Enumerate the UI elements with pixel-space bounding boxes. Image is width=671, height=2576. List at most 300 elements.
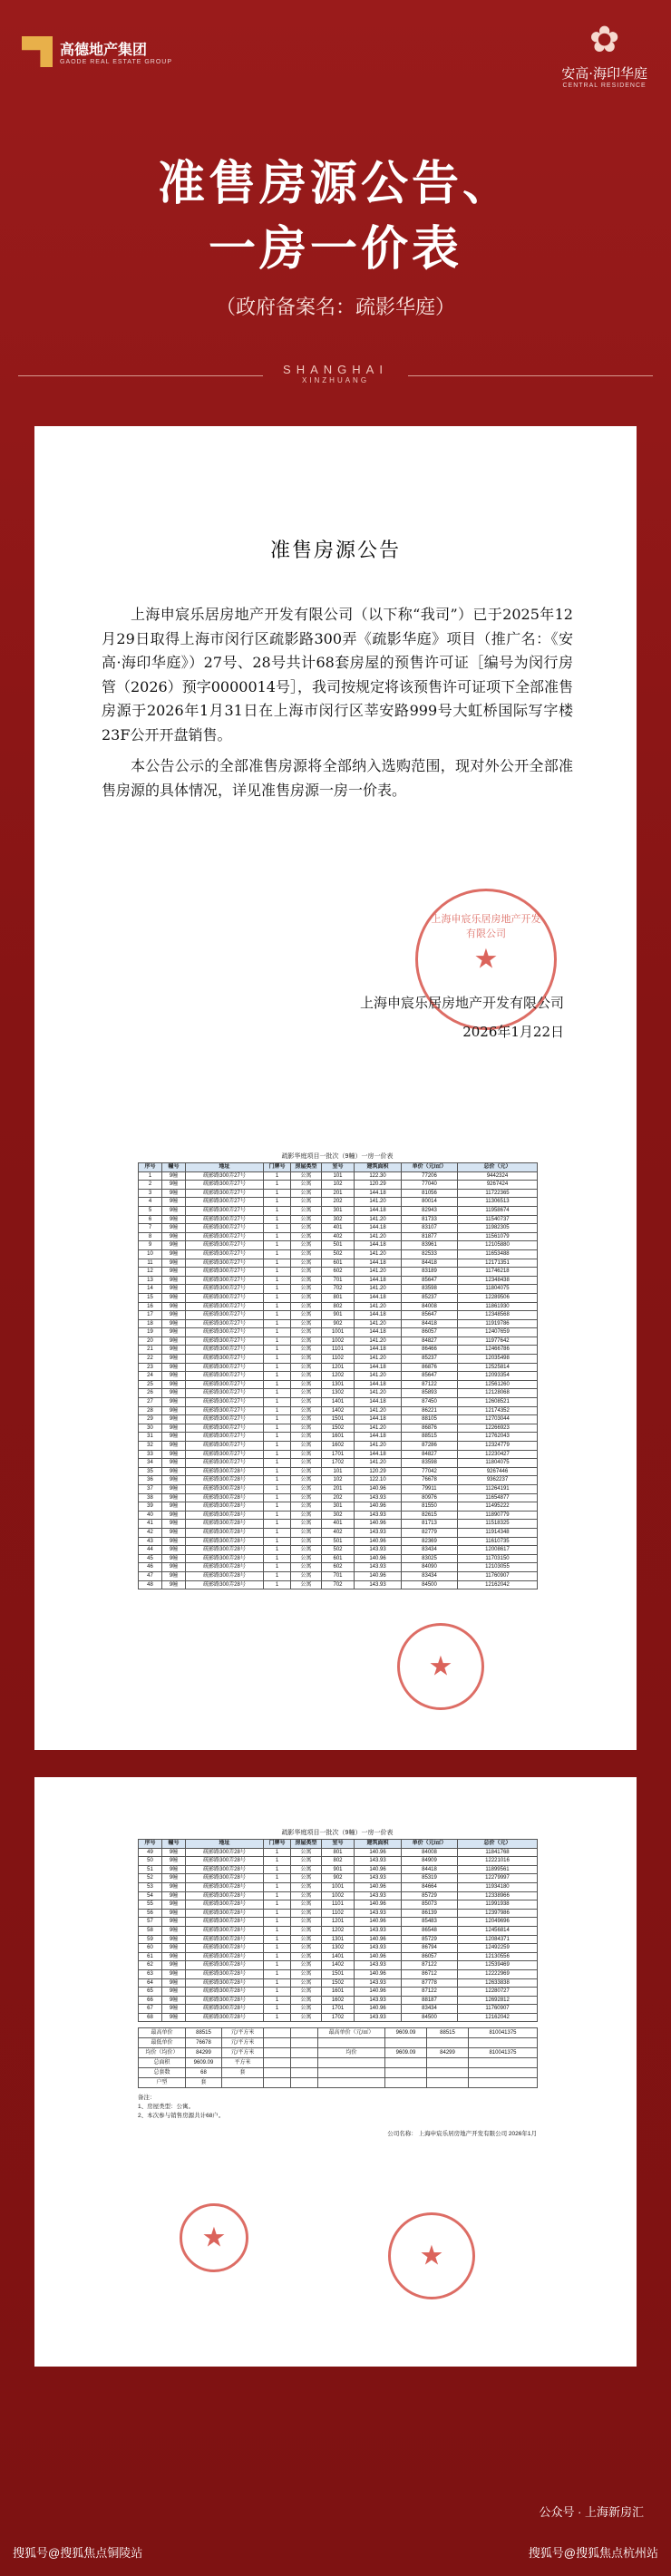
table-cell: 公寓 [291,1189,322,1198]
table-cell: 18 [139,1319,162,1328]
table1-seal [397,1623,484,1710]
table-cell: 公寓 [291,1241,322,1250]
table-cell: 12084371 [458,1935,538,1944]
table-cell: 11518325 [458,1520,538,1529]
table-cell: 1 [264,1215,291,1224]
table-cell: 301 [322,1502,355,1512]
table-cell: 1701 [322,2005,355,2014]
table-cell: 9幢 [162,1337,186,1346]
table-cell: 疏影路300弄27号 [186,1285,264,1294]
table-cell: 公寓 [291,1171,322,1181]
table-cell [385,2078,427,2088]
table-cell: 141.20 [355,1319,402,1328]
table-cell: 公寓 [291,1467,322,1476]
table-cell: 公寓 [291,1961,322,1970]
table-cell: 1 [264,1528,291,1537]
table-cell: 83434 [402,1546,458,1555]
table-cell [264,2028,291,2038]
table-cell: 602 [322,1563,355,1572]
table-cell: 1 [264,1848,291,1857]
table-cell: 702 [322,1285,355,1294]
table-cell: 9幢 [162,1467,186,1476]
table-cell: 1 [264,1926,291,1935]
table-cell: 9幢 [162,1311,186,1320]
table-cell [385,2068,427,2078]
table-cell [264,2068,291,2078]
table-row [139,1918,538,1927]
table-cell: 12174352 [458,1406,538,1415]
table-cell: 12539469 [458,1961,538,1970]
table-cell [427,2068,469,2078]
table-cell: 1 [264,1900,291,1910]
table-cell: 140.96 [355,1848,402,1857]
table-cell [264,2058,291,2068]
table-cell: 202 [322,1198,355,1207]
table-cell [264,2038,291,2048]
table-cell: 86794 [402,1944,458,1953]
table-cell: 1701 [322,1450,355,1459]
table-cell: 9幢 [162,1232,186,1241]
table-cell: 84418 [402,1865,458,1874]
table-header-cell: 建筑面积 [355,1163,402,1172]
table-cell: 202 [322,1493,355,1502]
table-cell: 85729 [402,1935,458,1944]
table-cell: 302 [322,1215,355,1224]
table-cell: 9幢 [162,1969,186,1978]
table-cell: 1 [264,1909,291,1918]
table-row [139,1328,538,1337]
table-cell: 37 [139,1484,162,1493]
table-cell: 1202 [322,1926,355,1935]
table-cell: 元/平方米 [222,2048,264,2058]
table-cell: 141.20 [355,1424,402,1433]
table-cell: 公寓 [291,1389,322,1398]
table-cell: 1 [264,1874,291,1883]
table-cell: 公寓 [291,1224,322,1233]
table-cell: 公寓 [291,1450,322,1459]
table-cell: 29 [139,1415,162,1424]
table-cell: 141.20 [355,1268,402,1277]
table-cell: 601 [322,1554,355,1563]
table-cell: 公寓 [291,1232,322,1241]
table-cell: 143.93 [355,1996,402,2005]
table-cell: 疏影路300弄28号 [186,1848,264,1857]
table-cell: 401 [322,1224,355,1233]
table-cell: 84827 [402,1337,458,1346]
table-cell: 30 [139,1424,162,1433]
table-cell: 9幢 [162,1276,186,1285]
table-cell: 12692812 [458,1996,538,2005]
table-cell: 疏影路300弄27号 [186,1415,264,1424]
table-header-cell: 序号 [139,1163,162,1172]
table-cell: 34 [139,1459,162,1468]
table-cell: 12162042 [458,2013,538,2022]
table-row [139,1389,538,1398]
table-cell: 9幢 [162,1511,186,1520]
table-cell: 12397986 [458,1909,538,1918]
table-cell: 疏影路300弄27号 [186,1398,264,1407]
table-cell: 12162042 [458,1580,538,1589]
table-cell: 11958674 [458,1206,538,1215]
table-cell: 9幢 [162,1996,186,2005]
table-cell: 9幢 [162,1502,186,1512]
table-cell: 疏影路300弄27号 [186,1206,264,1215]
source-credit-right: 搜狐号@搜狐焦点杭州站 [528,2546,658,2560]
table-cell: 23 [139,1363,162,1372]
table-cell: 701 [322,1276,355,1285]
table-cell: 公寓 [291,1328,322,1337]
table2-seal-left [180,2203,248,2272]
table-row [139,1944,538,1953]
table-cell: 140.96 [355,1952,402,1961]
table-cell: 1101 [322,1346,355,1355]
note-2: 2、本次参与销售房源共计68户。 [138,2113,225,2120]
table-cell: 141.20 [355,1232,402,1241]
table-cell: 9267446 [458,1467,538,1476]
table-cell: 140.96 [355,1882,402,1891]
table-cell: 1501 [322,1969,355,1978]
table-cell: 12608521 [458,1398,538,1407]
table-cell: 12 [139,1268,162,1277]
notice-document [34,426,637,1115]
table-cell: 141.20 [355,1249,402,1259]
table-cell: 122.10 [355,1476,402,1485]
table-cell: 1301 [322,1935,355,1944]
table-cell: 公寓 [291,1554,322,1563]
table-cell: 9幢 [162,1909,186,1918]
table-cell: 公寓 [291,1926,322,1935]
price-sheet-1 [138,1152,537,1589]
table-cell: 19 [139,1328,162,1337]
table-cell: 12561260 [458,1380,538,1389]
table-row [139,1189,538,1198]
table-cell: 最高单价（元/㎡） [318,2028,385,2038]
table-cell: 702 [322,1580,355,1589]
table-row [139,1493,538,1502]
table-cell [469,2038,538,2048]
table-cell: 疏影路300弄28号 [186,1961,264,1970]
table-cell: 141.20 [355,1372,402,1381]
table-row [139,1224,538,1233]
table-cell: 68 [139,2013,162,2022]
table-cell: 1 [264,1996,291,2005]
table-cell: 83598 [402,1459,458,1468]
table-row [139,1874,538,1883]
table-cell: 疏影路300弄27号 [186,1171,264,1181]
table-cell: 疏影路300弄27号 [186,1259,264,1268]
table-cell: 144.18 [355,1415,402,1424]
table-cell: 公寓 [291,1563,322,1572]
notice-heading: 准售房源公告 [269,540,401,562]
table-cell: 疏影路300弄27号 [186,1372,264,1381]
table-cell: 12035498 [458,1355,538,1364]
table-cell: 144.18 [355,1346,402,1355]
price-table-page-1 [34,1115,637,1750]
table-cell: 84827 [402,1450,458,1459]
table-cell: 140.96 [355,1900,402,1910]
table-cell: 公寓 [291,1996,322,2005]
table-row [139,1276,538,1285]
table-cell: 1 [264,1459,291,1468]
table-cell [291,2078,318,2088]
table-cell: 1 [264,1241,291,1250]
table-cell: 67 [139,2005,162,2014]
table-cell: 公寓 [291,1206,322,1215]
table-row [139,1241,538,1250]
table-cell: 3 [139,1189,162,1198]
table-cell: 102 [322,1476,355,1485]
table-cell: 9幢 [162,1259,186,1268]
table-cell: 户型 [139,2078,186,2088]
table-cell: 143.93 [355,1528,402,1537]
table-cell: 144.18 [355,1328,402,1337]
table-row [139,2068,538,2078]
table-cell: 143.93 [355,1857,402,1866]
table-cell: 公寓 [291,1276,322,1285]
table-row [139,2058,538,2068]
table-cell: 26 [139,1389,162,1398]
table-row [139,1319,538,1328]
table1-seal-star-icon: ★ [428,1650,453,1683]
table-cell: 21 [139,1346,162,1355]
table-cell: 疏影路300弄28号 [186,1528,264,1537]
table-cell: 9幢 [162,1571,186,1580]
table-cell: 疏影路300弄27号 [186,1189,264,1198]
table-cell: 56 [139,1909,162,1918]
table-cell: 公寓 [291,1580,322,1589]
table-row [139,1372,538,1381]
table-cell: 公寓 [291,1857,322,1866]
table-row [139,1171,538,1181]
table-cell: 1601 [322,1988,355,1997]
table-cell: 1302 [322,1944,355,1953]
table-cell: 43 [139,1537,162,1546]
table-cell: 11746218 [458,1268,538,1277]
table-cell: 1 [264,1276,291,1285]
table-cell: 疏影路300弄28号 [186,1511,264,1520]
table-cell: 公寓 [291,1520,322,1529]
table-cell: 1102 [322,1355,355,1364]
table-cell [469,2058,538,2068]
table-cell: 1 [264,1224,291,1233]
table-cell: 疏影路300弄28号 [186,1918,264,1927]
table-cell: 10 [139,1249,162,1259]
table-cell: 疏影路300弄28号 [186,1546,264,1555]
table-cell: 82533 [402,1249,458,1259]
table-row [139,1285,538,1294]
table-cell: 疏影路300弄27号 [186,1450,264,1459]
table-cell: 11934180 [458,1882,538,1891]
table-cell: 501 [322,1537,355,1546]
table-cell: 1 [264,1389,291,1398]
table-cell: 9幢 [162,1302,186,1311]
table-cell: 810041375 [469,2048,538,2058]
table-cell: 82779 [402,1528,458,1537]
table-row [139,1398,538,1407]
table-cell: 1102 [322,1909,355,1918]
table-cell: 疏影路300弄28号 [186,1857,264,1866]
table-cell: 1 [264,1865,291,1874]
table-cell: 9幢 [162,1484,186,1493]
table-cell: 12289506 [458,1293,538,1302]
table-cell: 31 [139,1433,162,1442]
table-cell [291,2038,318,2048]
table-cell: 76678 [402,1476,458,1485]
table-cell: 9幢 [162,1528,186,1537]
table2-caption: 疏影华庭项目一批次（9幢）一房一价表 [281,1830,394,1836]
table-cell: 35 [139,1467,162,1476]
table-cell [318,2068,385,2078]
table-cell: 141.20 [355,1355,402,1364]
table-cell: 144.18 [355,1398,402,1407]
table-cell: 12348568 [458,1311,538,1320]
table-cell: 公寓 [291,1319,322,1328]
table-cell: 疏影路300弄28号 [186,1537,264,1546]
table-cell: 公寓 [291,1215,322,1224]
table-cell: 11982305 [458,1224,538,1233]
table1-caption: 疏影华庭项目一批次（9幢）一房一价表 [281,1153,394,1160]
table-cell: 1301 [322,1380,355,1389]
table-cell: 9609.09 [385,2028,427,2038]
table-cell: 1 [264,1302,291,1311]
table-cell: 公寓 [291,1198,322,1207]
table-cell: 143.93 [355,1978,402,1988]
table-cell: 9幢 [162,1415,186,1424]
table-cell: 12492259 [458,1944,538,1953]
table-cell: 9幢 [162,1537,186,1546]
table-cell: 9幢 [162,1450,186,1459]
table-cell: 701 [322,1571,355,1580]
table-cell: 84090 [402,1563,458,1572]
table-row [139,1442,538,1451]
table-cell: 元/平方米 [222,2038,264,2048]
table-cell: 12222969 [458,1969,538,1978]
table-cell: 9幢 [162,1944,186,1953]
table-cell: 47 [139,1571,162,1580]
table-cell: 1 [264,1476,291,1485]
group-name: 高德地产集团 [60,43,148,58]
table-cell: 9幢 [162,1198,186,1207]
table-cell: 141.20 [355,1285,402,1294]
table-cell: 9幢 [162,1520,186,1529]
table-header-cell: 幢号 [162,1163,186,1172]
table-cell: 24 [139,1372,162,1381]
table-cell: 52 [139,1874,162,1883]
table-cell: 84418 [402,1259,458,1268]
table-cell: 15 [139,1293,162,1302]
group-name-en: GAODE REAL ESTATE GROUP [60,59,173,65]
table-cell: 84500 [402,1580,458,1589]
table-cell: 1602 [322,1442,355,1451]
table-cell: 疏影路300弄28号 [186,2005,264,2014]
table-cell: 82943 [402,1206,458,1215]
table-cell: 9幢 [162,1554,186,1563]
table-cell: 疏影路300弄28号 [186,1969,264,1978]
table-cell: 12525814 [458,1363,538,1372]
table-cell: 9幢 [162,1293,186,1302]
table-cell: 1 [264,1285,291,1294]
table-cell: 143.93 [355,1563,402,1572]
table-cell: 公寓 [291,1433,322,1442]
table-cell: 疏影路300弄27号 [186,1232,264,1241]
table-row [139,1459,538,1468]
table-cell: 疏影路300弄28号 [186,1926,264,1935]
table-cell: 86221 [402,1406,458,1415]
table-cell: 公寓 [291,1346,322,1355]
table-cell: 77206 [402,1171,458,1181]
table-cell: 80976 [402,1493,458,1502]
table-cell: 1 [139,1171,162,1181]
table-cell: 1402 [322,1406,355,1415]
table-cell: 12348438 [458,1276,538,1285]
table-cell: 101 [322,1467,355,1476]
table-cell: 1 [264,1355,291,1364]
table-cell: 84008 [402,1302,458,1311]
table-cell: 1101 [322,1900,355,1910]
table-cell: 87122 [402,1380,458,1389]
table-cell: 1 [264,1571,291,1580]
table-cell: 11653488 [458,1249,538,1259]
table-cell: 1 [264,1857,291,1866]
table-row [139,1181,538,1190]
table-cell: 疏影路300弄28号 [186,1900,264,1910]
top-bar [0,0,671,109]
table-cell: 疏影路300弄28号 [186,1563,264,1572]
table-cell: 12280727 [458,1988,538,1997]
table-cell: 疏影路300弄28号 [186,1580,264,1589]
table-row [139,1346,538,1355]
table-cell: 1 [264,1978,291,1988]
table-cell: 1 [264,1918,291,1927]
table-cell [291,2048,318,2058]
table-cell: 80014 [402,1198,458,1207]
table-row [139,1546,538,1555]
table-cell: 1 [264,1944,291,1953]
table-cell: 公寓 [291,1502,322,1512]
table-cell: 疏影路300弄27号 [186,1241,264,1250]
table-header-cell: 门牌号 [264,1163,291,1172]
table-cell: 2 [139,1181,162,1190]
table-cell: 81550 [402,1502,458,1512]
table-cell: 143.93 [355,1493,402,1502]
table-cell: 公寓 [291,1372,322,1381]
table-cell: 1 [264,1346,291,1355]
table-cell: 1 [264,1882,291,1891]
table-cell: 86876 [402,1424,458,1433]
table-cell [427,2078,469,2088]
table-cell: 120.29 [355,1181,402,1190]
table-cell: 65 [139,1988,162,1997]
table-cell: 疏影路300弄28号 [186,1502,264,1512]
table-cell: 76678 [186,2038,222,2048]
table-cell: 1 [264,1171,291,1181]
table-cell: 9幢 [162,1952,186,1961]
table-cell: 502 [322,1249,355,1259]
table-cell: 疏影路300弄28号 [186,1874,264,1883]
table-cell: 公寓 [291,1952,322,1961]
table-cell: 12407659 [458,1328,538,1337]
table-cell: 均价 [318,2048,385,2058]
table-row [139,2038,538,2048]
table-cell: 公寓 [291,1293,322,1302]
table-cell: 401 [322,1520,355,1529]
table-cell: 9幢 [162,1363,186,1372]
table-cell: 9幢 [162,1433,186,1442]
table-cell: 疏影路300弄27号 [186,1319,264,1328]
table-cell: 143.93 [355,1874,402,1883]
table-cell: 9幢 [162,2013,186,2022]
table-cell: 11 [139,1259,162,1268]
